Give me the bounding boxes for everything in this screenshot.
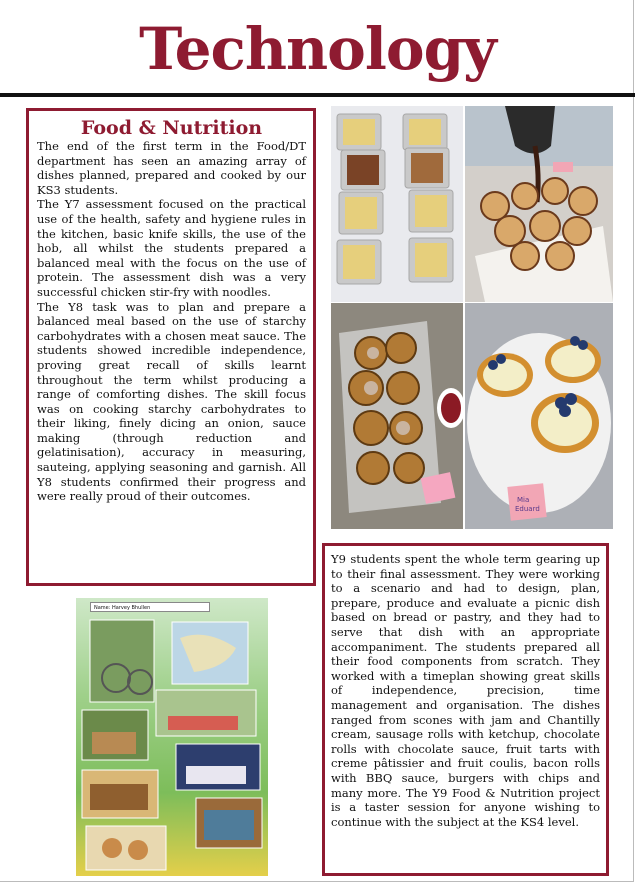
article-paragraph-y7: The Y7 assessment focused on the practical use of the health, safety and hygiene rules in the kitchen, basic knife skills, the use of the hob, all whilst the students prepared a balanced meal with the focus on the use of protein. The assessment dish was a very successful chicken stir-fry with noodles.	[37, 197, 306, 299]
picnic-poster	[76, 598, 268, 876]
sticky-note-text: Mia	[517, 496, 530, 504]
food-nutrition-article	[26, 108, 316, 586]
photo-fruit-tarts	[465, 303, 613, 529]
svg-text:Eduard: Eduard	[515, 505, 540, 513]
photo-pasta-trays	[331, 106, 463, 302]
poster-name-label: Name: Harvey Bhullen	[90, 602, 210, 612]
y9-paragraph: Y9 students spent the whole term gearing up to their final assessment. They were working to a scenario and had to design, plan, prepare, produce and evaluate a picnic dish based on bread or pastry, and they had to serve that dish with an appropriate accompaniment. The students prepared all their food components from scratch. They worked with a timeplan showing great skills of independence, precision, time management and organisation. The dishes ranged from scones with jam and Chantilly cream, sausage rolls with ketchup, chocolate rolls with chocolate sauce, fruit tarts with creme pâtissier and fruit coulis, bacon rolls with BBQ sauce, burgers with chips and many more. The Y9 Food & Nutrition project is a taster session for anyone wishing to continue with the subject at the KS4 level.	[331, 552, 600, 829]
title-divider	[0, 93, 635, 97]
food-nutrition-heading: Food & Nutrition	[80, 117, 263, 139]
y9-article	[322, 543, 609, 876]
photo-chocolate-rolls	[465, 106, 613, 302]
article-paragraph-intro: The end of the first term in the Food/DT department has seen an amazing array of dishes planned, prepared and cooked by our KS3 students.	[37, 139, 306, 197]
page-title: Technology	[139, 15, 496, 83]
article-paragraph-y8: The Y8 task was to plan and prepare a balanced meal based on the use of starchy carbohydrates with a chosen meat sauce. The students showed incredible independence, proving great recall of skills learnt throughout the term whilst producing a range of comforting dishes. The skill focus was on cooking starchy carbohydrates to their liking, finely dicing an onion, sauce making (through reduction and gelatinisation), accuracy in measuring, sauteing, applying seasoning and garnish. All Y8 students confirmed their progress and were really proud of their outcomes.	[37, 299, 306, 504]
photo-sausage-rolls	[331, 303, 463, 529]
